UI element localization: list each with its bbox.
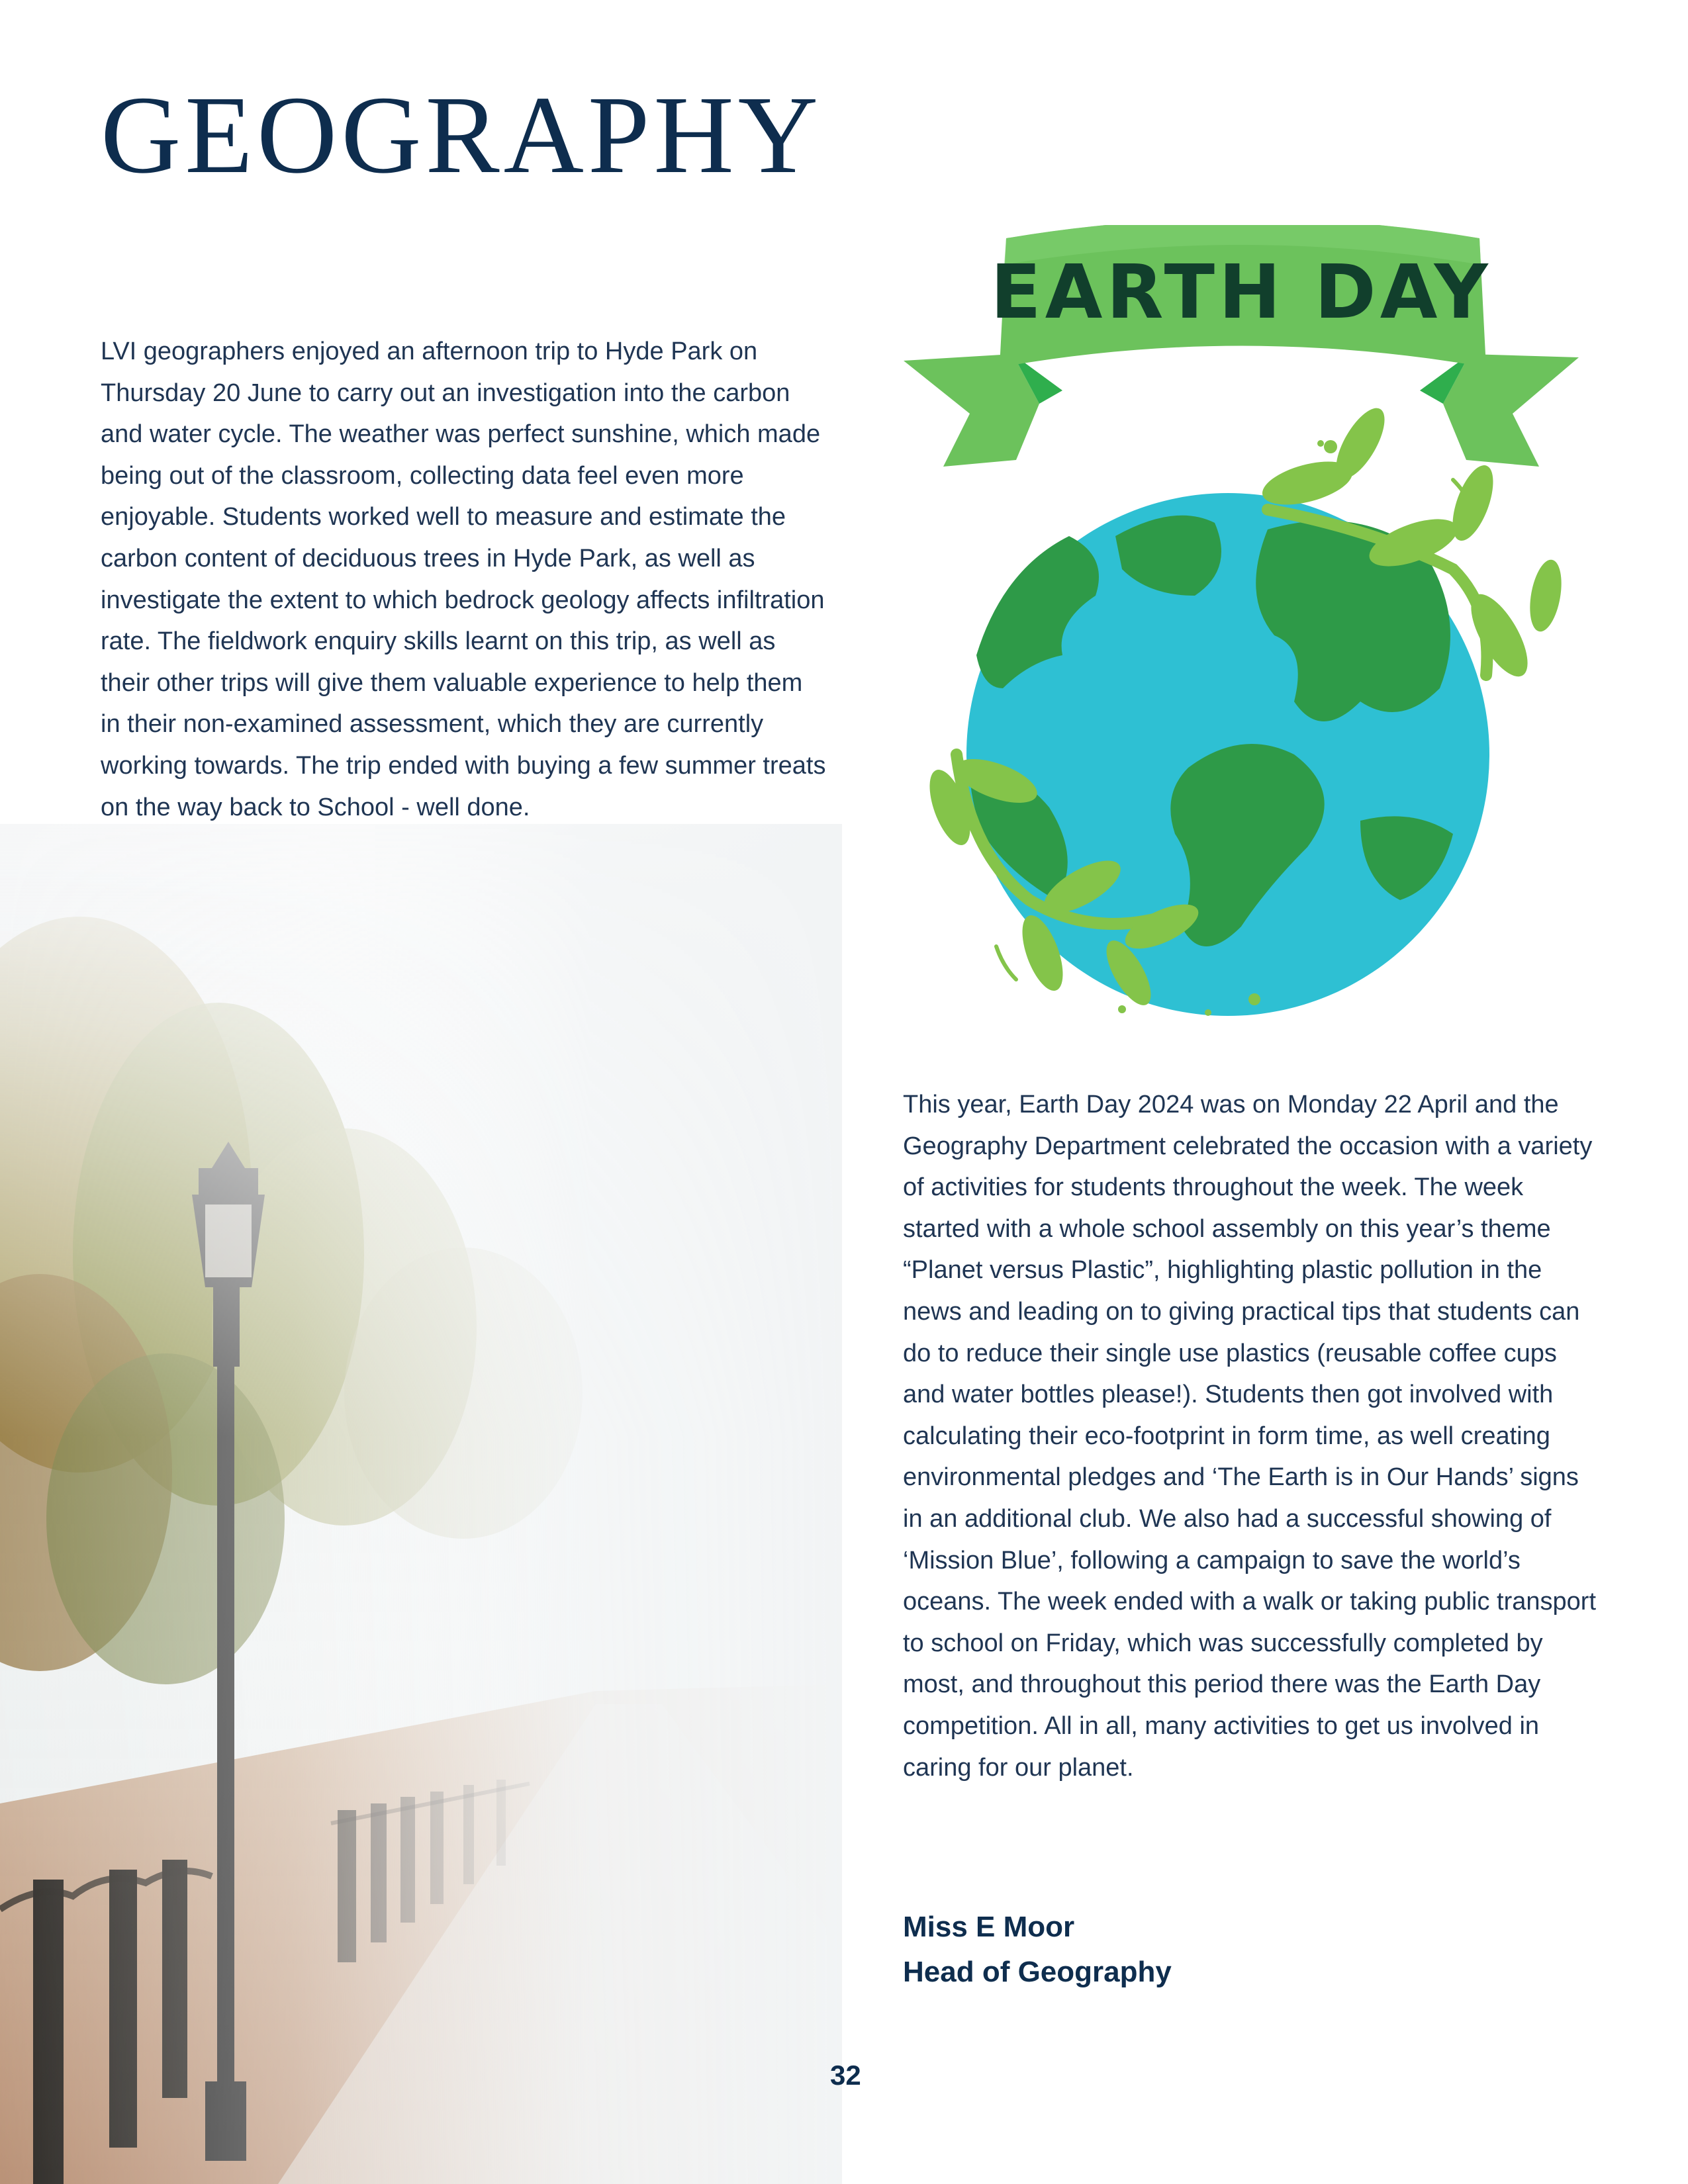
earth-day-illustration bbox=[897, 225, 1585, 1032]
signature-role: Head of Geography bbox=[903, 1956, 1172, 1988]
signature bbox=[903, 1905, 1172, 1995]
park-photo bbox=[0, 824, 842, 2184]
page-title: GEOGRAPHY bbox=[101, 73, 823, 197]
signature-name: Miss E Moor bbox=[903, 1911, 1075, 1943]
earth-day-banner-text: EARTH DAY bbox=[990, 250, 1492, 336]
page-number: 32 bbox=[830, 2060, 861, 2091]
earth-day-article-text: This year, Earth Day 2024 was on Monday 22 April and the Geography Department celebrated the occasion with a variety of activities for students throughout the week. The week started with a whole school assembly on this year’s theme “Planet versus Plastic”, highlighting plastic pollution in the news and leading on to giving practical tips that students can do to reduce their single use plastics (reusable coffee cups and water bottles please!). Students then got involved with calculating their eco-footprint in form time, as well creating environmental pledges and ‘The Earth is in Our Hands’ signs in an additional club. We also had a successful showing of ‘Mission Blue’, following a campaign to save the world’s oceans. The week ended with a walk or taking public transport to school on Friday, which was successfully completed by most, and throughout this period there was the Earth Day competition. All in all, many activities to get us involved in caring for our planet. bbox=[903, 1091, 1597, 1782]
hyde-park-article-text: LVI geographers enjoyed an afternoon trip to Hyde Park on Thursday 20 June to carry out an investigation into the carbon and water cycle. The weather was perfect sunshine, which made being out of the classroom, collecting data feel even more enjoyable. Students worked well to measure and estimate the carbon content of deciduous trees in Hyde Park, as well as investigate the extent to which bedrock geology affects infiltration rate. The fieldwork enquiry skills learnt on this trip, as well as their other trips will give them valuable experience to help them in their non-examined assessment, which they are currently working towards. The trip ended with buying a few summer treats on the way back to School - well done. bbox=[101, 338, 826, 821]
